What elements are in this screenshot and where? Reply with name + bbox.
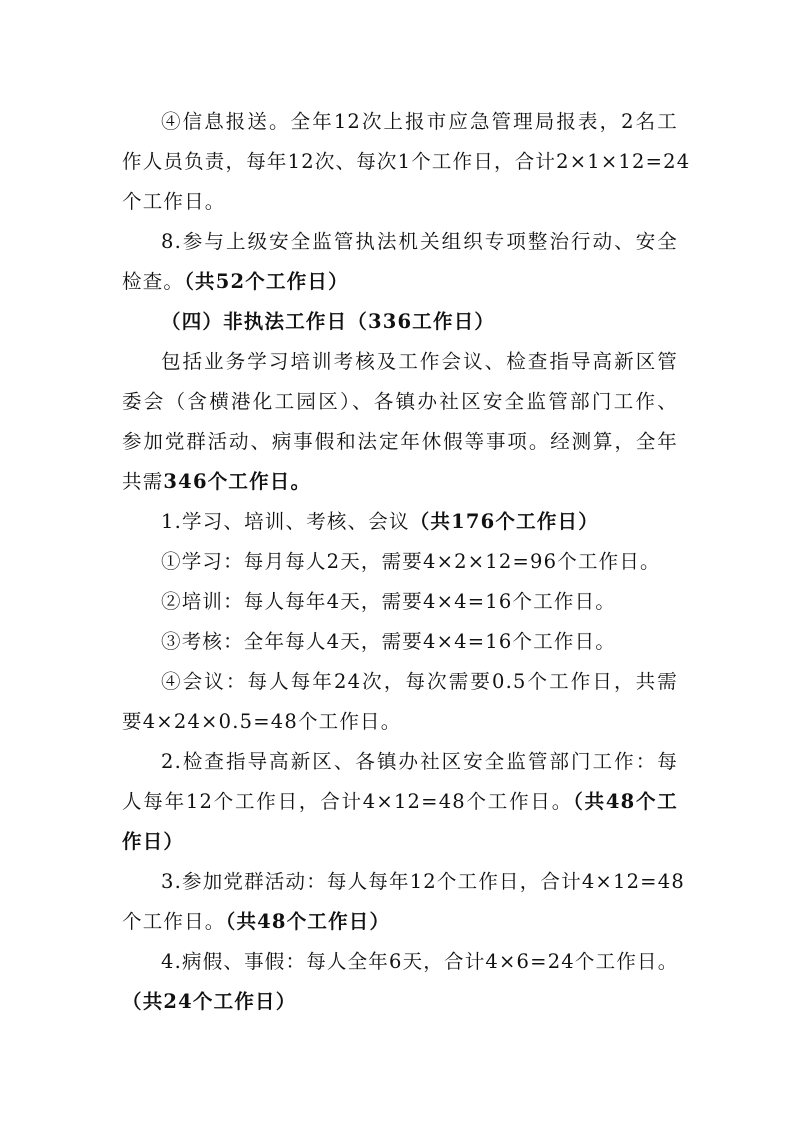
bold-text: （共48个工作日）	[225, 910, 391, 933]
paragraph-line: ①学习：每月每人2天，需要4×2×12=96个工作日。	[161, 550, 661, 573]
paragraph-line: 委会（含横港化工园区）、各镇办社区安全监管部门工作、	[122, 390, 678, 413]
paragraph-line: 4.病假、事假：每人全年6天，合计4×6=24个工作日。	[161, 950, 679, 973]
paragraph-line	[122, 782, 678, 822]
paragraph-line: 2.检查指导高新区、各镇办社区安全监管部门工作：每	[161, 750, 678, 773]
paragraph-line	[122, 262, 678, 302]
paragraph-line: ④会议：每人每年24次，每次需要0.5个工作日，共需	[161, 670, 678, 693]
paragraph-line: 个工作日。	[122, 190, 226, 213]
paragraph-line: ④信息报送。全年12次上报市应急管理局报表，2名工	[161, 110, 678, 133]
paragraph-line: 作人员负责，每年12次、每次1个工作日，合计2×1×12=24	[122, 150, 691, 173]
paragraph-line: 参加党群活动、病事假和法定年休假等事项。经测算，全年	[122, 430, 678, 453]
paragraph-line: 3.参加党群活动：每人每年12个工作日，合计4×12=48	[161, 870, 685, 893]
paragraph-line: 作日）	[122, 830, 185, 853]
paragraph-line: 8.参与上级安全监管执法机关组织专项整治行动、安全	[161, 230, 678, 253]
paragraph-line: 包括业务学习培训考核及工作会议、检查指导高新区管	[161, 350, 678, 373]
paragraph-line	[122, 902, 678, 942]
bold-text: （共48个工	[573, 790, 678, 813]
line-text: 检查。	[122, 270, 185, 293]
line-text: 人每年12个工作日，合计4×12=48个工作日。	[122, 790, 574, 813]
paragraph-line	[122, 462, 678, 502]
bold-text: （共176个工作日）	[409, 510, 599, 533]
bold-text: 346个工作日。	[163, 470, 312, 493]
section-heading: （四）非执法工作日（336工作日）	[161, 310, 496, 333]
subsection-title	[161, 502, 678, 542]
paragraph-line: ③考核：全年每人4天，需要4×4=16个工作日。	[161, 630, 617, 653]
paragraph-line: 要4×24×0.5=48个工作日。	[122, 710, 402, 733]
line-text: 共需	[122, 470, 164, 493]
paragraph-line: （共24个工作日）	[122, 990, 297, 1013]
line-text: 个工作日。	[122, 910, 226, 933]
line-text: 1.学习、培训、考核、会议	[161, 510, 410, 533]
paragraph-line: ②培训：每人每年4天，需要4×4=16个工作日。	[161, 590, 617, 613]
bold-text: （共52个工作日）	[184, 270, 349, 293]
